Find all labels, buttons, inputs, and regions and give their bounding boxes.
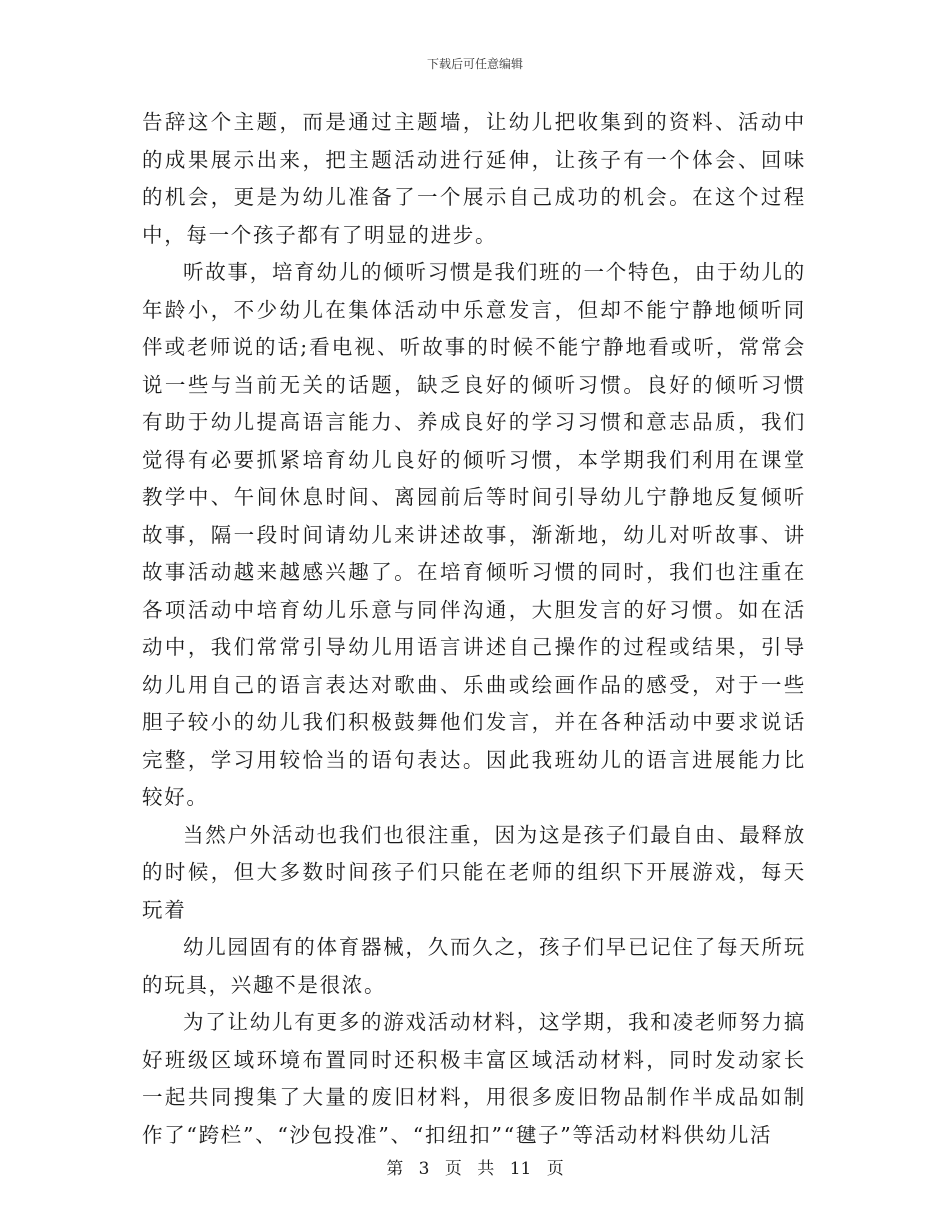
current-page-number: 3 [418, 1159, 430, 1179]
footer-label-total-unit: 页 [546, 1159, 564, 1179]
page-header: 下载后可任意编辑 [426, 57, 523, 71]
footer-label-page-unit: 页 [444, 1159, 462, 1179]
total-page-count: 11 [509, 1159, 532, 1179]
paragraph: 幼儿园固有的体育器械，久而久之，孩子们早已记住了每天所玩的玩具，兴趣不是很浓。 [142, 935, 806, 997]
paragraph: 听故事，培育幼儿的倾听习惯是我们班的一个特色，由于幼儿的年龄小，不少幼儿在集体活动中乐意发言，但却不能宁静地倾听同伴或老师说的话;看电视、听故事的时候不能宁静地看或听，常常会说一些与当前无关的话题，缺乏良好的倾听习惯。良好的倾听习惯有助于幼儿提高语言能力、养成良好的学习习惯和意志品质，我们觉得有必要抓紧培育幼儿良好的倾听习惯，本学期我们利用在课堂教学中、午间休息时间、离园前后等时间引导幼儿宁静地反复倾听故事，隔一段时间请幼儿来讲述故事，渐渐地，幼儿对听故事、讲故事活动越来越感兴趣了。在培育倾听习惯的同时，我们也注重在各项活动中培育幼儿乐意与同伴沟通，大胆发言的好习惯。如在活动中，我们常常引导幼儿用语言讲述自己操作的过程或结果，引导幼儿用自己的语言表达对歌曲、乐曲或绘画作品的感受，对于一些胆子较小的幼儿我们积极鼓舞他们发言，并在各种活动中要求说话完整，学习用较恰当的语句表达。因此我班幼儿的语言进展能力比较好。 [142, 260, 806, 809]
page-footer [0, 1154, 950, 1179]
paragraph: 告辞这个主题，而是通过主题墙，让幼儿把收集到的资料、活动中的成果展示出来，把主题活动进行延伸，让孩子有一个体会、回味的机会，更是为幼儿准备了一个展示自己成功的机会。在这个过程中，每一个孩子都有了明显的进步。 [142, 110, 806, 247]
paragraph: 为了让幼儿有更多的游戏活动材料，这学期，我和凌老师努力搞好班级区域环境布置同时还积极丰富区域活动材料，同时发动家长一起共同搜集了大量的废旧材料，用很多废旧物品制作半成品如制作了“跨栏”、“沙包投准”、“扣纽扣”“毽子”等活动材料供幼儿活 [142, 1010, 806, 1147]
document-body [142, 104, 806, 1154]
footer-label-total: 共 [477, 1159, 495, 1179]
footer-label-page: 第 [386, 1159, 404, 1179]
paragraph: 当然户外活动也我们也很注重，因为这是孩子们最自由、最释放的时候，但大多数时间孩子们只能在老师的组织下开展游戏，每天玩着 [142, 822, 806, 922]
